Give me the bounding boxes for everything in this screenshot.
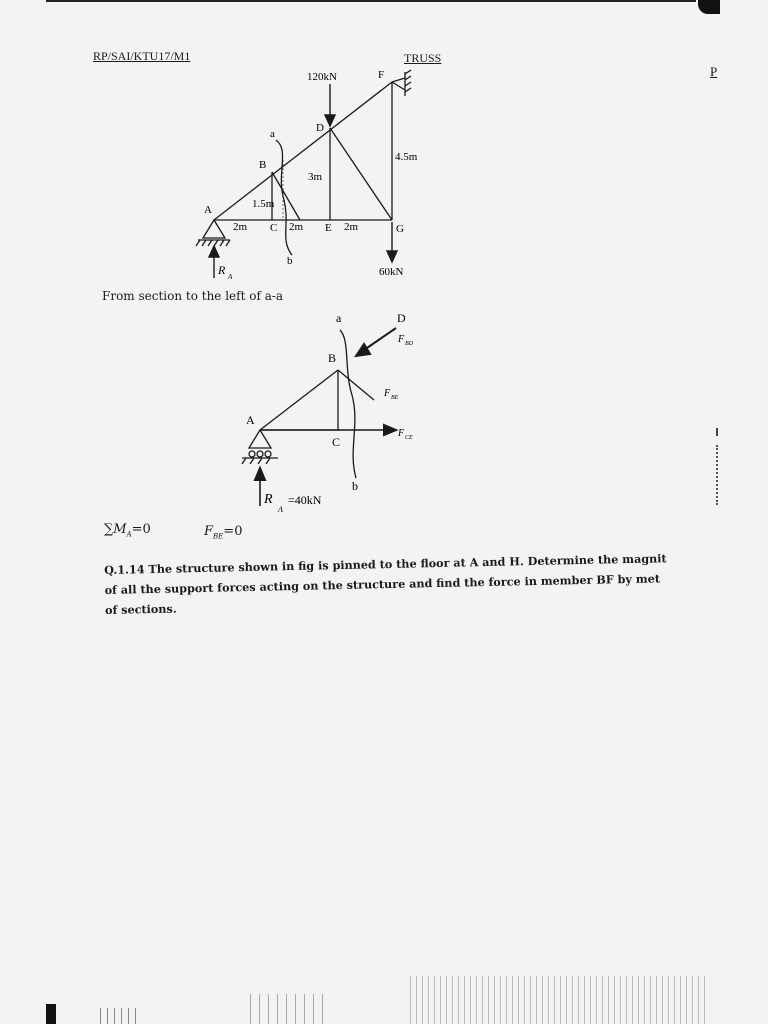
binding-lines-right — [410, 976, 710, 1024]
question-block — [104, 547, 745, 620]
node-c-label: C — [270, 222, 278, 234]
moment-subscript: A — [126, 530, 132, 539]
moment-equation — [104, 522, 151, 539]
load-bottom-label: 60kN — [379, 266, 404, 278]
force-ce-arrow — [384, 425, 396, 435]
chapter-title: TRUSS — [404, 51, 442, 65]
node-f-label: F — [378, 69, 385, 81]
binding-lines-mid — [250, 994, 330, 1024]
fbd-node-b-label: B — [328, 351, 337, 365]
fbd-node-d-label: D — [397, 311, 406, 325]
member-dg — [330, 128, 392, 220]
force-bd-arrow — [356, 344, 370, 356]
dim-3m: 3m — [308, 171, 323, 183]
fbd-node-a-label: A — [246, 413, 255, 427]
document-code: RP/SAI/KTU17/M1 — [93, 49, 191, 63]
section-bottom-label: b — [287, 255, 293, 267]
reaction-arrow — [255, 468, 265, 480]
force-ce-label: F — [398, 428, 405, 439]
fbd-member-be — [338, 370, 374, 400]
dim-1-5m: 1.5m — [252, 198, 275, 210]
fbd-section-bottom-label: b — [352, 479, 358, 493]
edge-dots — [716, 445, 720, 505]
load-top-label: 120kN — [307, 71, 337, 83]
node-d-label: D — [316, 122, 324, 134]
section-free-body-diagram — [0, 300, 768, 520]
member-top-chord — [214, 82, 392, 220]
section-top-label: a — [270, 128, 275, 140]
force-ce-subscript: CE — [405, 435, 413, 441]
force-be-subscript: BE — [391, 395, 399, 401]
binding-mark — [46, 1004, 56, 1024]
section-line — [276, 140, 292, 255]
dim-2m-1: 2m — [233, 221, 248, 233]
node-e-label: E — [325, 222, 332, 234]
edge-mark — [716, 428, 718, 436]
dim-2m-3: 2m — [344, 221, 359, 233]
question-line-3: of sections. — [104, 601, 177, 617]
question-line-1: Q.1.14 The structure shown in fig is pinned to the floor at A and H. Determine the magnit — [104, 551, 667, 577]
node-b-label: B — [259, 159, 267, 171]
fbd-section-top-label: a — [336, 311, 342, 325]
fbd-section-line — [340, 330, 356, 478]
dim-4-5m: 4.5m — [395, 151, 418, 163]
reaction-arrow-a — [209, 246, 219, 257]
moment-rhs: =0 — [131, 522, 151, 537]
reaction-subscript: A — [228, 273, 233, 281]
section-caption: From section to the left of a-a — [102, 289, 284, 303]
load-arrow-bottom — [387, 251, 397, 262]
fbd-reaction-value: =40kN — [288, 493, 322, 507]
fbd-reaction-symbol: R — [264, 492, 273, 507]
fbd-member-ab — [260, 370, 338, 430]
moment-symbol: ∑M — [104, 522, 127, 537]
force-be-label: F — [384, 388, 391, 399]
binding-lines-left — [100, 1008, 140, 1024]
force-symbol: F — [204, 524, 214, 539]
node-g-label: G — [396, 223, 404, 235]
reaction-symbol: R — [218, 263, 226, 277]
force-bd-label: F — [398, 334, 405, 345]
truss-diagram — [0, 0, 768, 310]
fbd-support-a — [249, 430, 271, 448]
force-bd-subscript: BD — [405, 341, 413, 347]
force-equation — [204, 524, 242, 541]
load-arrow-top — [325, 115, 335, 126]
force-subscript: BE — [213, 532, 224, 541]
page-edge-letter: P — [710, 64, 718, 79]
dim-2m-2: 2m — [289, 221, 304, 233]
force-rhs: =0 — [223, 524, 243, 539]
fbd-reaction-subscript: A — [278, 505, 283, 514]
node-a-label: A — [204, 204, 212, 216]
support-a — [203, 220, 225, 238]
fbd-node-c-label: C — [332, 435, 341, 449]
question-line-2: of all the support forces acting on the structure and find the force in member BF by met — [104, 571, 661, 597]
